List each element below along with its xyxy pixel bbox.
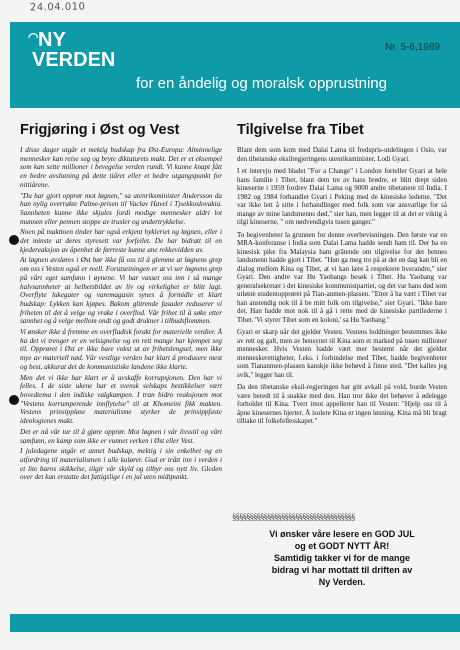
right-article-title: Tilgivelse fra Tibet <box>237 122 364 138</box>
logo-line-1: NY <box>38 29 66 51</box>
paragraph: To begivenheter la grunnen for denne overbevisningen. Den første var en MRA-konferanse i India som Dalai Lama hadde sendt ham til. Der ba en kinesisk pike fra Malaysia ham grātende om tilgivelse for det hennes landsmenn hadde gjort i Tibet. "Hun ga meg tro på at det en dag kan bli en dialog mellom Kina og Tibet, at vi kan lære å respektere hverandre," sier Gyari. Den andre var Hu Yaobangs besøk i Tibet. Hu Yaobang var generalsekretær i det kinesiske kommunistpartiet, og det var hans død som utløste studentopprøret på Tian-anmen-plassen. "Etter å ha vært i Tibet var han anstendig nok til å be mitt folk om tilgivelse," sier Gyari. "Ikke bare det. Han hadde mot nok til å gå i rette med de kinesiske partilederne i Tibet. 'Vi styrer Tibet som en koloni,' sa Hu Yaobang." <box>237 230 447 324</box>
logo-line-2: VERDEN <box>32 49 116 71</box>
paragraph: I disse dager utgår et mektig budskap fra Øst-Europa: Alminnelige mennesker kan reise seg og bryte diktaturets makt. Det er et eksempel som kan sette millioner i bevegelse verden rundt. Vi kunne knapt fått en bedre avslutning på dette tiåret eller et bedre utgangspunkt for nittiårene. <box>20 146 222 189</box>
decorative-border: §§§§§§§§§§§§§§§§§§§§§§§§§§§§§§§§§§§ <box>232 512 355 522</box>
paragraph: "Du har gjort opprør mot løgnen," sa utenriksminister Andersson da han nylig overrakte Palme-prisen til Vaclav Havel i Tjsekkoslovakia. Sannheten kunne ikke skjules fordi modige mennesker aldri lot munnen eller pennen stoppe av trusler og undertrykkelse. <box>20 191 222 226</box>
paragraph: Gyari er skarp når det gjelder Vesten. Vestens holdninger bestemmes ikke av rett og galt, men av hensynet til Kina som et marked på tusen millioner mennesker. Hvis Vesten hadde vært mer bestemt når det gjelder menneskerettigheter, f.eks. i forbindelse med Tibet, hadde begivenheter som Tiananmen-plassen kanskje ikke behøvd å finne sted. "Det kalles jeg svik," legger han til. <box>237 328 447 379</box>
paragraph: Noen på makttoen tinder har også erkjent hykleriet og løgnen, eller i det minste at deres styresett var forfeilet. De har bidratt til en kjedereaksjon av åpenhet de færreste kunne ane rekkevidden av. <box>20 228 222 254</box>
notice-line: Ny Verden. <box>318 577 366 587</box>
footer-band <box>10 614 460 632</box>
punch-hole <box>9 395 19 405</box>
paragraph: Det er nå vår tur til å gjøre opprør. Mot løgnen i vår livsstil og vårt samfunn, en kamp som ikke er vunnet verken i Øst eller Vest. <box>20 427 222 445</box>
holiday-notice <box>237 528 447 588</box>
handwritten-note: 24.04.010 <box>29 1 86 14</box>
paragraph: Vi ønsker ikke å fremme en overfladisk forakt for materielle verdier. Å ha det vi trenger er en velsignelse og en rett mange har kjempet seg til. Opprøret i Øst er ikke bare vokst ut av frihetslengsel, men ikke mye av materiell nød. Vår vestlige verden har klart å produsere mest og best, akkurat det de kommunistiske landene ikke klarte. <box>20 328 222 371</box>
paragraph: At løgnen avsløres i Øst bør ikke få oss til å glemme at løgnens grep om oss i Vesten også er reell. Forutsetningen er at vi ser løgnens grep på vårt eget samfunn i øynene. Vi har vasset oss inn i så mange halvsannheter at helhetsbildet av liv og virkelighet er blitt lagt. Overflyte lukegater og varemagasin synes å formidle et klart budskap: Lykken kan kjøpes. Bakom glitrende fasader reduserer vi friheten til det å velge og vrake i overflod. Vår frihet til å søke etter sannhet og å velge mellom ondt og godt drukner i tilbudsflommen. <box>20 256 222 326</box>
paragraph: I et intervju med bladet "For a Change" i London forteller Gyari at hele hans familie i Tibet, blant dem tre av hans brødre, er blitt drept siden kineserne i 1959 fordrev Dalai Lama og 9000 andre tibetanere til India. I 1982 og 1984 forhandlet Gyari i Peking med de kinesiske lederne. "Det var ikke lett å sitte i forhandlinger med folk som var ansvarlige for så mange av mine landsmenns død," sier han, men legger til at det er viktig å tilgi kineserne, " om nødvendigvis tusen ganger." <box>237 167 447 226</box>
paragraph: Men det vi ikke har klart er å avskaffe korrupsjonen. Den har vi felles. I de siste ukene har et svensk selskaps bestikkelser vært hovedtema i den indiske valgkampen. I tran bidro reaksjonen mot "Vestens korrumperende innflytelse" til at Khomeini fikk makten. Vestens prinsippløse materialisme styrker de prinsippfaste ideologienes makt. <box>20 373 222 426</box>
notice-line: Samtidig takker vi for de mange <box>273 553 411 563</box>
right-article-body <box>237 146 447 426</box>
notice-line: Vi ønsker våre lesere en GOD JUL <box>269 529 415 539</box>
right-article <box>237 122 447 430</box>
left-article <box>20 122 222 484</box>
globe-icon: ◠ <box>28 30 39 44</box>
paragraph: Da den tibetanske eksil-regjeringen har gitt avkall på vold, burde Vesten være beredt til å snakke med den. Han tror ikke det behøver å ødelegge forholdet til Kina. Tvert imot appellerer han til Vesten: "Hjelp oss til å åpne kinesernes hjerter. Å isolere Kina er ingen løsning. Kina må bli bragt tilbake til folkefellesskapet." <box>237 383 447 425</box>
masthead-logo <box>28 29 116 71</box>
paragraph: I juledagene utgår et annet budskap, mektig i sin enkelhet og en utfordring til materialismen i alle kulører. Gud er trått inn i verden i et lite barns skikkelse, tilgir vår skyld og tilbyr oss nytt liv. Gleden over det kan erstatte det fattigslige i en jul uten midtpunkt. <box>20 447 222 482</box>
notice-line: og et GODT NYTT ÅR! <box>294 541 390 551</box>
left-article-body <box>20 146 222 482</box>
masthead-banner <box>10 22 460 108</box>
notice-line: bidrag vi har mottatt til driften av <box>271 565 413 575</box>
issue-number: Nr. 5-6,1989 <box>384 42 440 53</box>
left-article-title: Frigjøring i Øst og Vest <box>20 122 180 138</box>
punch-hole <box>9 235 19 245</box>
paragraph: Blant dem som kom med Dalai Lama til fredspris-utdelingen i Oslo, var den tibetanske eksilregjeringens utenriksminister, Lodi Gyari. <box>237 146 447 163</box>
masthead-subtitle: for en åndelig og moralsk opprustning <box>136 75 387 92</box>
